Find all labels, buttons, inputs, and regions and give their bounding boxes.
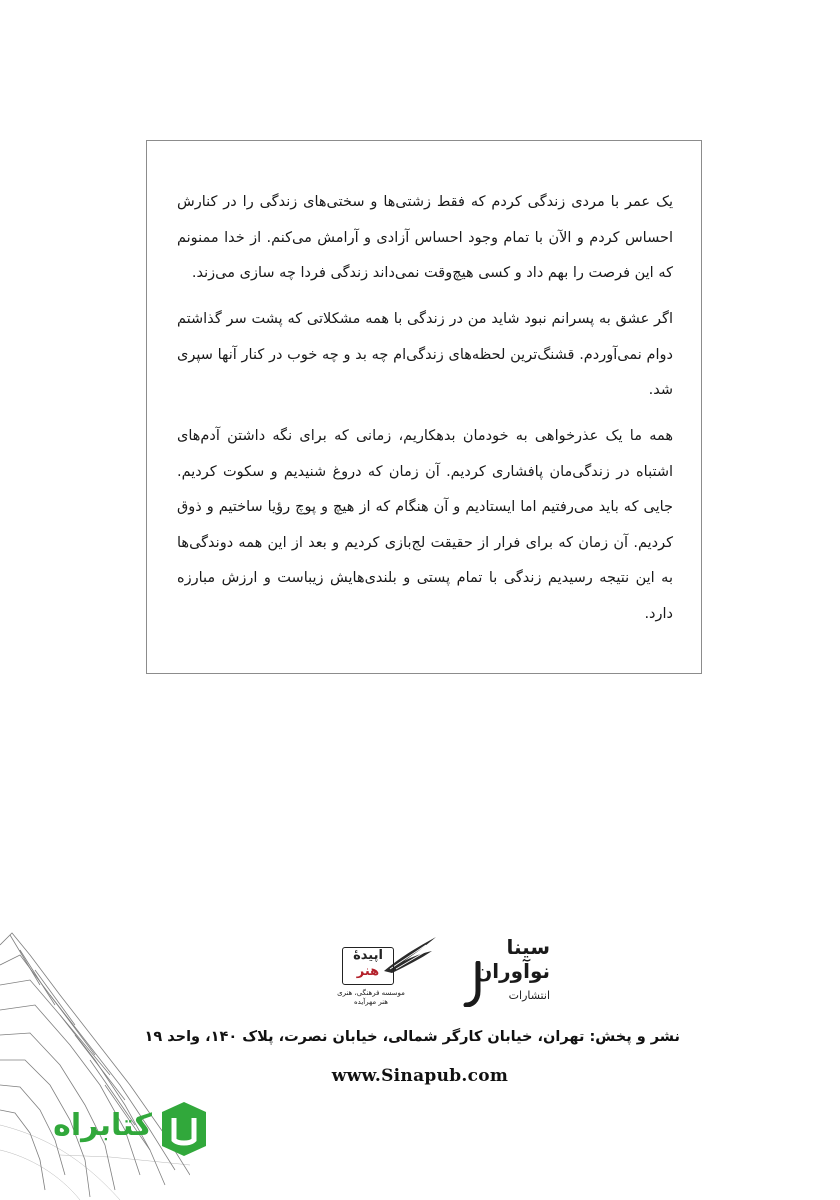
honar-subtitle-line2: هنر مهرآیده: [354, 998, 388, 1006]
paragraph-1: یک عمر با مردی زندگی کردم که فقط زشتی‌ها و سختی‌های زندگی را در کنارش احساس کردم و الآن با تمام وجود احساس آزادی و آرامش می‌کنم. از خدا ممنونم که این فرصت را بهم داد و کسی هیچ‌وقت نمی‌داند زندگی فردا چه سازی می‌زند.: [177, 194, 673, 281]
ketabrah-book-icon: [158, 1100, 210, 1158]
honar-brand-line2: هنر: [356, 964, 380, 979]
ketabrah-wordmark: کتابراه: [53, 1108, 152, 1143]
publisher-logos: [330, 935, 550, 1015]
text-box: [146, 140, 702, 674]
paragraph-2: اگر عشق به پسرانم نبود شاید من در زندگی با همه مشکلاتی که پشت سر گذاشتم دوام نمی‌آوردم. قشنگ‌ترین لحظه‌های زندگی‌ام چه بد و چه خوب در کنار آنها سپری شد.: [177, 311, 673, 398]
publisher-address: نشر و پخش: تهران، خیابان کارگر شمالی، خیابان نصرت، پلاک ۱۴۰، واحد ۱۹: [144, 1029, 680, 1045]
sina-logo-line1: سینا: [506, 935, 550, 959]
honar-brand-mark: [342, 947, 394, 985]
honar-subtitle-line1: موسسه فرهنگی، هنری: [337, 989, 405, 997]
publisher-website[interactable]: www.Sinapub.com: [331, 1066, 509, 1086]
hook-icon: [462, 961, 484, 1007]
sina-logo-line3: انتشارات: [508, 989, 550, 1002]
honar-subtitle: [336, 989, 406, 1007]
sina-novavaran-logo: [458, 935, 550, 1013]
paragraph-3: همه ما یک عذرخواهی به خودمان بدهکاریم، زمانی که برای نگه داشتن آدم‌های اشتباه در زندگی‌مان پافشاری کردیم. آن زمان که دروغ شنیدیم و سکوت کردیم. جایی که باید می‌رفتیم اما ایستادیم و آن هنگام که از هیچ و پوچ رؤیا ساختیم و ذوق کردیم. آن زمان که برای فرار از حقیقت لج‌بازی کردیم و بعد از این همه دوندگی‌ها به این نتیجه رسیدیم زندگی با تمام پستی و بلندی‌هایش زیباست و ارزش مبارزه دارد.: [177, 428, 673, 622]
honar-mehraydeh-logo: [330, 935, 438, 1013]
honar-brand-line1: اپیدهٔ: [353, 948, 383, 963]
sina-logo-line2: نوآوران: [475, 959, 550, 983]
ketabrah-watermark: [40, 1100, 210, 1160]
